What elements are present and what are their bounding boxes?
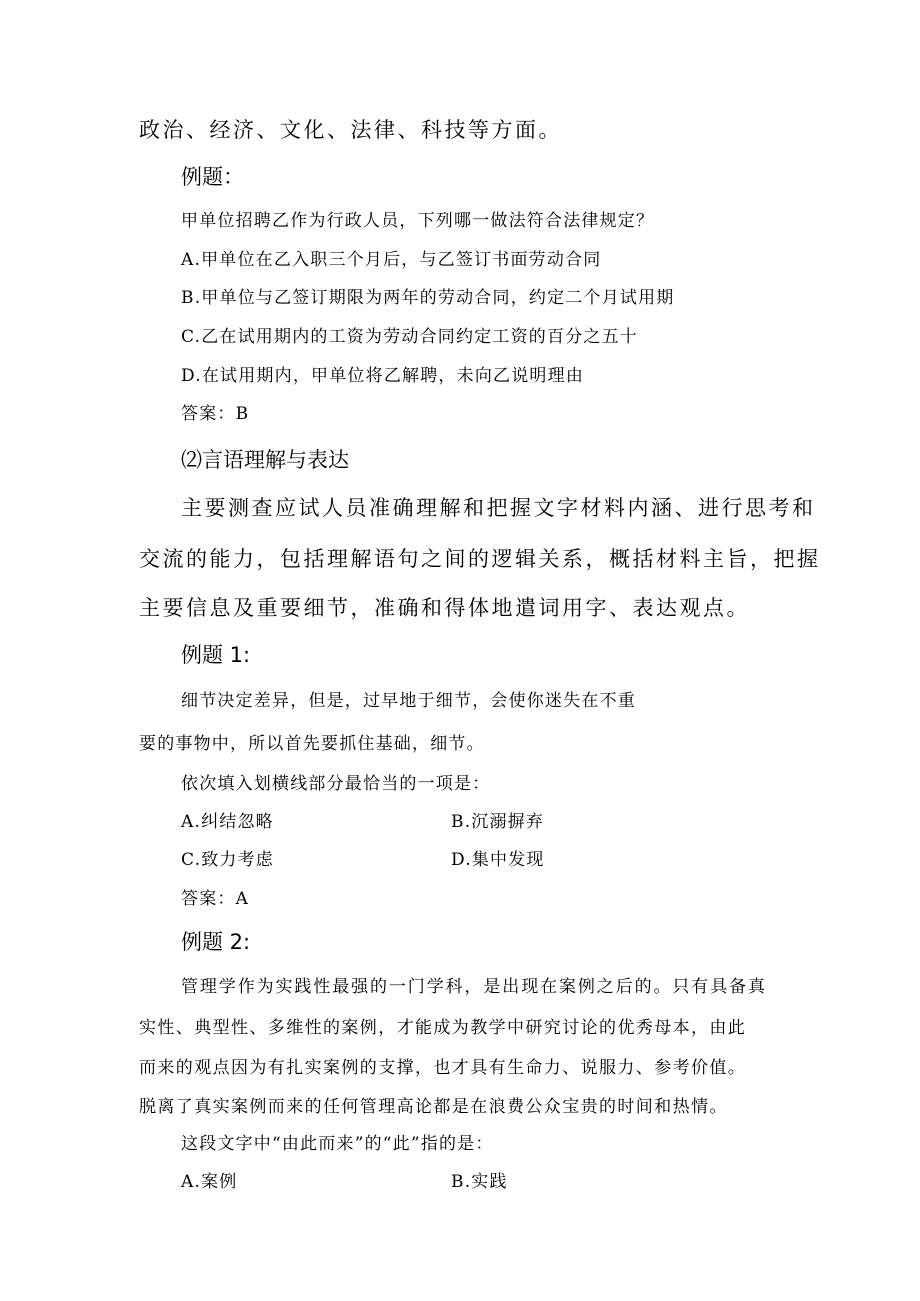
example-1-option-b: B.沉溺摒弃 — [451, 812, 545, 832]
example-1-option-c: C.致力考虑 — [181, 850, 275, 870]
example-2-prompt: 这段文字中“由此而来”的“此”指的是： — [181, 1134, 494, 1154]
example-1-answer: 答案：A — [181, 889, 250, 909]
example-2-heading: 例题 2: — [181, 930, 251, 954]
example-2-text-line: 实性、典型性、多维性的案例，才能成为教学中研究讨论的优秀母本，由此 — [139, 1018, 747, 1038]
option-a: A.甲单位在乙入职三个月后，与乙签订书面劳动合同 — [181, 250, 602, 270]
section-description-line: 主要信息及重要细节，准确和得体地遣词用字、表达观点。 — [139, 596, 750, 620]
section-title: ⑵言语理解与表达 — [181, 448, 349, 472]
example-2-text-line: 脱离了真实案例而来的任何管理高论都是在浪费公众宝贵的时间和热情。 — [139, 1097, 728, 1117]
example-1-option-a: A.纠结忽略 — [181, 812, 274, 832]
example-1-heading: 例题 1: — [181, 643, 251, 667]
example-heading: 例题： — [181, 165, 244, 189]
example-1-text-line: 细节决定差异，但是，过早地于细节，会使你迷失在不重 — [181, 691, 636, 711]
example-2-option-a: A.案例 — [181, 1172, 238, 1192]
example-2-text-line: 管理学作为实践性最强的一门学科，是出现在案例之后的。只有具备真 — [181, 977, 767, 997]
example-1-option-d: D.集中发现 — [451, 850, 545, 870]
section-description-line: 交流的能力，包括理解语句之间的逻辑关系，概括材料主旨，把握 — [139, 547, 821, 571]
example-1-text-line: 要的事物中，所以首先要抓住基础，细节。 — [139, 734, 485, 754]
option-b: B.甲单位与乙签订期限为两年的劳动合同，约定二个月试用期 — [181, 288, 675, 308]
example-2-text-line: 而来的观点因为有扎实案例的支撑，也才具有生命力、说服力、参考价值。 — [139, 1058, 747, 1078]
example-1-prompt: 依次填入划横线部分最恰当的一项是： — [181, 774, 491, 794]
example-2-option-b: B.实践 — [451, 1172, 508, 1192]
option-d: D.在试用期内，甲单位将乙解聘，未向乙说明理由 — [181, 366, 585, 386]
intro-paragraph-end: 政治、经济、文化、法律、科技等方面。 — [139, 118, 562, 142]
example-question: 甲单位招聘乙作为行政人员，下列哪一做法符合法律规定？ — [181, 211, 655, 231]
answer: 答案：B — [181, 404, 250, 424]
section-description-line: 主要测查应试人员准确理解和把握文字材料内涵、进行思考和 — [181, 496, 816, 520]
option-c: C.乙在试用期内的工资为劳动合同约定工资的百分之五十 — [181, 327, 639, 347]
